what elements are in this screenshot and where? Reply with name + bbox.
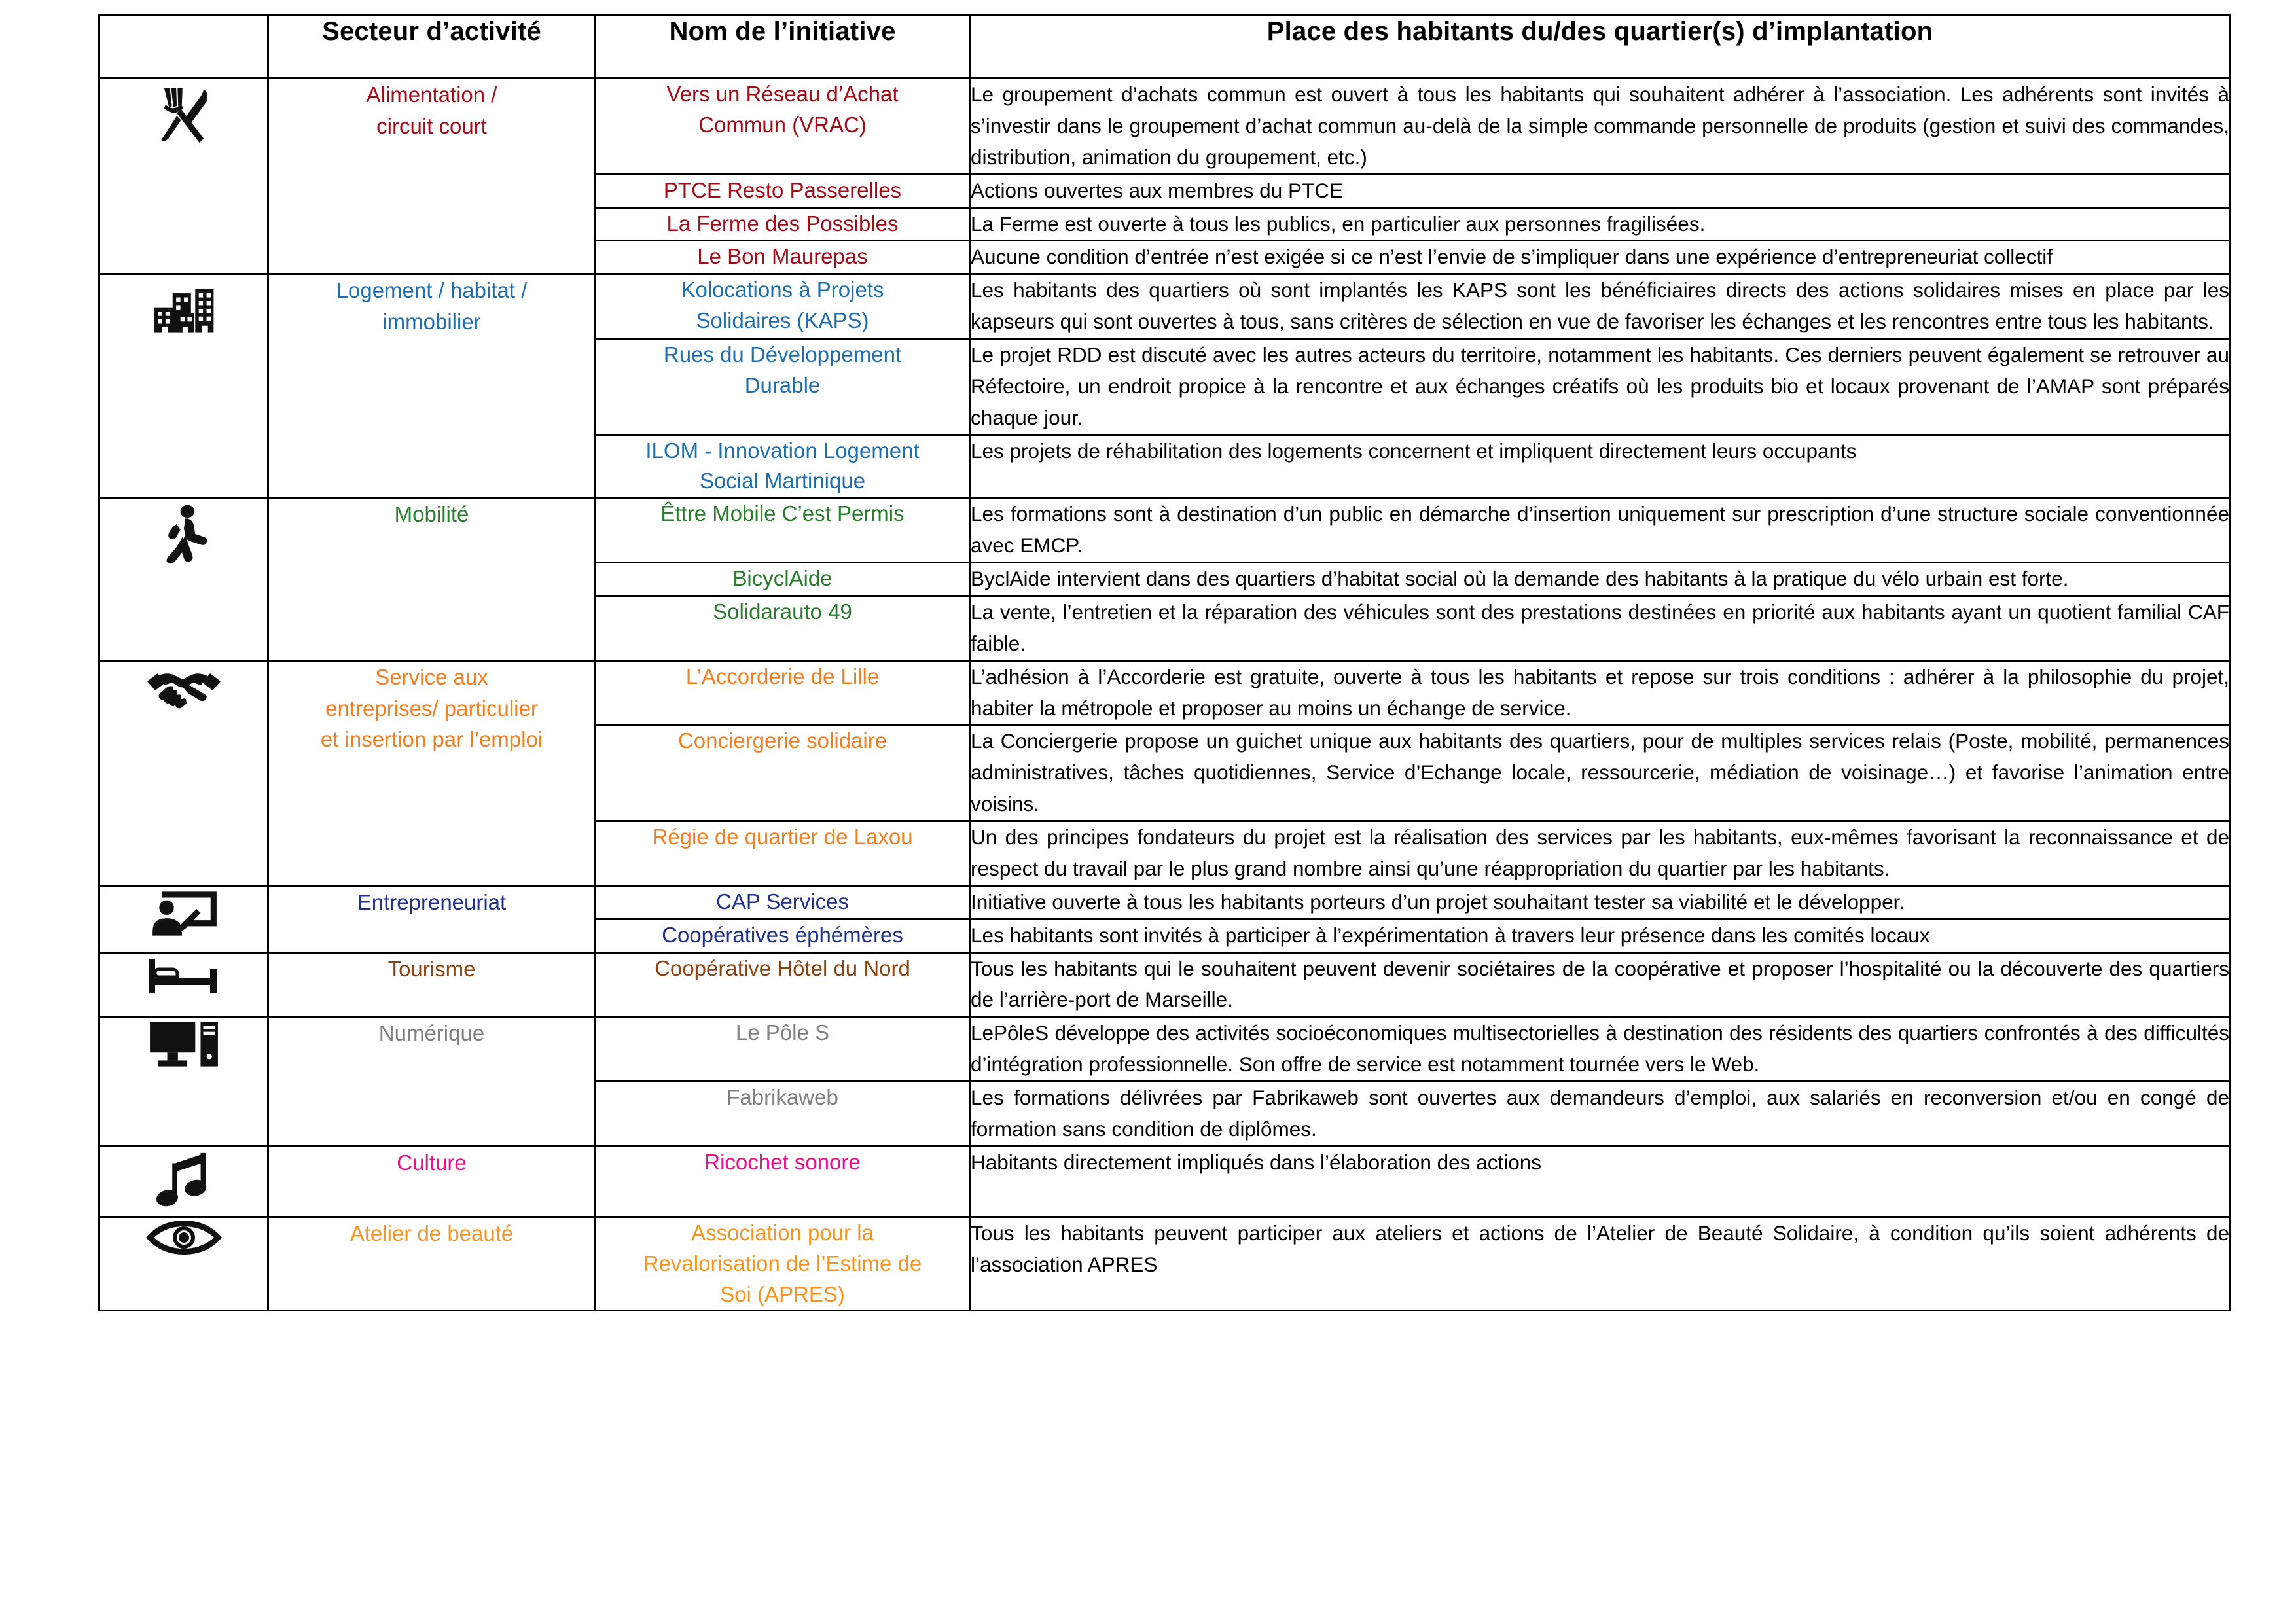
buildings-icon — [149, 337, 219, 348]
handshake-icon — [145, 702, 223, 713]
music-note-icon — [154, 1204, 214, 1215]
initiative-name-cell: Le Pôle S — [596, 1017, 970, 1082]
sector-icon-cell — [99, 1146, 268, 1217]
place-of-inhabitants-cell: Habitants directement impliqués dans l’élaboration des actions — [970, 1146, 2231, 1217]
initiative-name-cell: CAP Services — [596, 885, 970, 919]
initiative-name-cell: ILOM - Innovation Logement Social Martinique — [596, 435, 970, 498]
bed-icon — [145, 988, 223, 999]
place-of-inhabitants-cell: Les habitants des quartiers où sont implantés les KAPS sont les bénéficiaires directs des actions solidaires mises en place par les kapseurs qui sont ouvertes à tous, sans critères de sélection en vue de favoriser les échanges et les rencontres entre tous les habitants. — [970, 274, 2231, 339]
place-of-inhabitants-cell: Le groupement d’achats commun est ouvert à tous les habitants qui souhaitent adhérer à l’association. Les adhérents sont invités à s’investir dans le groupement d’achat commun au-delà de la simple commande personnelle de produits (gestion et suivi des commandes, distribution, animation du groupement, etc.) — [970, 79, 2231, 175]
table-row — [99, 1017, 2231, 1082]
initiative-name-cell: Ricochet sonore — [596, 1146, 970, 1217]
initiative-name-cell: Conciergerie solidaire — [596, 725, 970, 821]
fork-knife-icon — [149, 141, 219, 152]
sector-icon-cell — [99, 1217, 268, 1311]
place-of-inhabitants-cell: ByclAide intervient dans des quartiers d’habitat social où la demande des habitants à la pratique du vélo urbain est forte. — [970, 563, 2231, 596]
table-header — [99, 16, 2231, 79]
eye-icon — [145, 1249, 223, 1260]
header-initiative-name: Nom de l’initiative — [596, 16, 970, 79]
header-place-of-inhabitants: Place des habitants du/des quartier(s) d’implantation — [970, 16, 2231, 79]
sector-icon-cell — [99, 885, 268, 952]
sector-label-cell: Tourisme — [268, 952, 596, 1017]
table-row — [99, 1217, 2231, 1311]
place-of-inhabitants-cell: Tous les habitants peuvent participer aux ateliers et actions de l’Atelier de Beauté Solidaire, à condition qu’ils soient adhérents de l’association APRES — [970, 1217, 2231, 1311]
initiative-name-cell: Kolocations à Projets Solidaires (KAPS) — [596, 274, 970, 339]
sector-label-cell: Numérique — [268, 1017, 596, 1147]
initiative-name-cell: Coopératives éphémères — [596, 919, 970, 952]
sector-label-cell: Atelier de beauté — [268, 1217, 596, 1311]
initiative-name-cell: Fabrikaweb — [596, 1082, 970, 1147]
place-of-inhabitants-cell: La vente, l’entretien et la réparation des véhicules sont des prestations destinées en priorité aux habitants ayant un quotient familial CAF faible. — [970, 596, 2231, 660]
sector-icon-cell — [99, 498, 268, 660]
place-of-inhabitants-cell: LePôleS développe des activités socioéconomiques multisectorielles à destination des résidents des quartiers confrontés à des difficultés d’intégration professionnelle. Son offre de service est notamment tournée vers le Web. — [970, 1017, 2231, 1082]
table-row — [99, 952, 2231, 1017]
place-of-inhabitants-cell: Le projet RDD est discuté avec les autres acteurs du territoire, notamment les habitants. Ces derniers peuvent également se retrouver au Réfectoire, un endroit propice à la rencontre et aux échanges créatifs où les produits bio et locaux provenant de l’AMAP sont préparés chaque jour. — [970, 339, 2231, 435]
place-of-inhabitants-cell: Les projets de réhabilitation des logements concernent et impliquent directement leurs occupants — [970, 435, 2231, 498]
walking-person-icon — [149, 561, 219, 572]
computer-icon — [147, 1063, 221, 1074]
sector-label-cell: Alimentation / circuit court — [268, 79, 596, 274]
initiative-name-cell: Coopérative Hôtel du Nord — [596, 952, 970, 1017]
place-of-inhabitants-cell: La Conciergerie propose un guichet unique aux habitants des quartiers, pour de multiples services relais (Poste, mobilité, permanences administratives, tâches quotidiennes, Service d’Echange locale, ressourcerie, médiation de voisinage…) et favorise l’animation entre voisins. — [970, 725, 2231, 821]
sector-icon-cell — [99, 79, 268, 274]
place-of-inhabitants-cell: L’adhésion à l’Accorderie est gratuite, ouverte à tous les habitants et repose sur trois conditions : adhérer à la philosophie du projet, habiter la métropole et proposer au moins un échange de service. — [970, 660, 2231, 725]
place-of-inhabitants-cell: Aucune condition d’entrée n’est exigée si ce n’est l’envie de s’impliquer dans une expérience d’entrepreneuriat collectif — [970, 241, 2231, 274]
table-row — [99, 274, 2231, 339]
header-row — [99, 16, 2231, 79]
sector-label-cell: Mobilité — [268, 498, 596, 660]
sector-label-cell: Entrepreneuriat — [268, 885, 596, 952]
place-of-inhabitants-cell: Tous les habitants qui le souhaitent peuvent devenir sociétaires de la coopérative et proposer l’hospitalité ou la découverte des quartiers de l’arrière-port de Marseille. — [970, 952, 2231, 1017]
table-row — [99, 885, 2231, 919]
initiative-name-cell: Le Bon Maurepas — [596, 241, 970, 274]
presentation-board-icon — [147, 933, 221, 944]
table-row — [99, 660, 2231, 725]
initiative-name-cell: Êttre Mobile C’est Permis — [596, 498, 970, 563]
sector-label-cell: Culture — [268, 1146, 596, 1217]
initiatives-table — [98, 14, 2231, 1311]
place-of-inhabitants-cell: Un des principes fondateurs du projet est la réalisation des services par les habitants, eux-mêmes favorisant la reconnaissance et de respect du travail par le plus grand nombre ainsi qu’une réappropriation du quartier par les habitants. — [970, 821, 2231, 886]
initiative-name-cell: Association pour la Revalorisation de l’Estime de Soi (APRES) — [596, 1217, 970, 1311]
table-row — [99, 1146, 2231, 1217]
table-row — [99, 498, 2231, 563]
header-icon-column — [99, 16, 268, 79]
initiative-name-cell: PTCE Resto Passerelles — [596, 174, 970, 207]
sector-icon-cell — [99, 274, 268, 498]
initiative-name-cell: BicyclAide — [596, 563, 970, 596]
place-of-inhabitants-cell: La Ferme est ouverte à tous les publics, en particulier aux personnes fragilisées. — [970, 207, 2231, 241]
header-sector: Secteur d’activité — [268, 16, 596, 79]
sector-label-cell: Service aux entreprises/ particulier et insertion par l’emploi — [268, 660, 596, 885]
sector-label-cell: Logement / habitat / immobilier — [268, 274, 596, 498]
sector-icon-cell — [99, 660, 268, 885]
initiative-name-cell: L’Accorderie de Lille — [596, 660, 970, 725]
initiative-name-cell: Rues du Développement Durable — [596, 339, 970, 435]
table-row — [99, 79, 2231, 175]
sector-icon-cell — [99, 952, 268, 1017]
place-of-inhabitants-cell: Actions ouvertes aux membres du PTCE — [970, 174, 2231, 207]
place-of-inhabitants-cell: Les formations sont à destination d’un public en démarche d’insertion uniquement sur prescription d’une structure sociale conventionnée avec EMCP. — [970, 498, 2231, 563]
initiative-name-cell: Régie de quartier de Laxou — [596, 821, 970, 886]
place-of-inhabitants-cell: Les formations délivrées par Fabrikaweb sont ouvertes aux demandeurs d’emploi, aux salariés en reconversion et/ou en congé de formation sans condition de diplômes. — [970, 1082, 2231, 1147]
sector-icon-cell — [99, 1017, 268, 1147]
initiative-name-cell: La Ferme des Possibles — [596, 207, 970, 241]
initiative-name-cell: Solidarauto 49 — [596, 596, 970, 660]
table-body — [99, 79, 2231, 1311]
place-of-inhabitants-cell: Initiative ouverte à tous les habitants porteurs d’un projet souhaitant tester sa viabilité et le développer. — [970, 885, 2231, 919]
initiative-name-cell: Vers un Réseau d’Achat Commun (VRAC) — [596, 79, 970, 175]
place-of-inhabitants-cell: Les habitants sont invités à participer à l’expérimentation à travers leur présence dans les comités locaux — [970, 919, 2231, 952]
